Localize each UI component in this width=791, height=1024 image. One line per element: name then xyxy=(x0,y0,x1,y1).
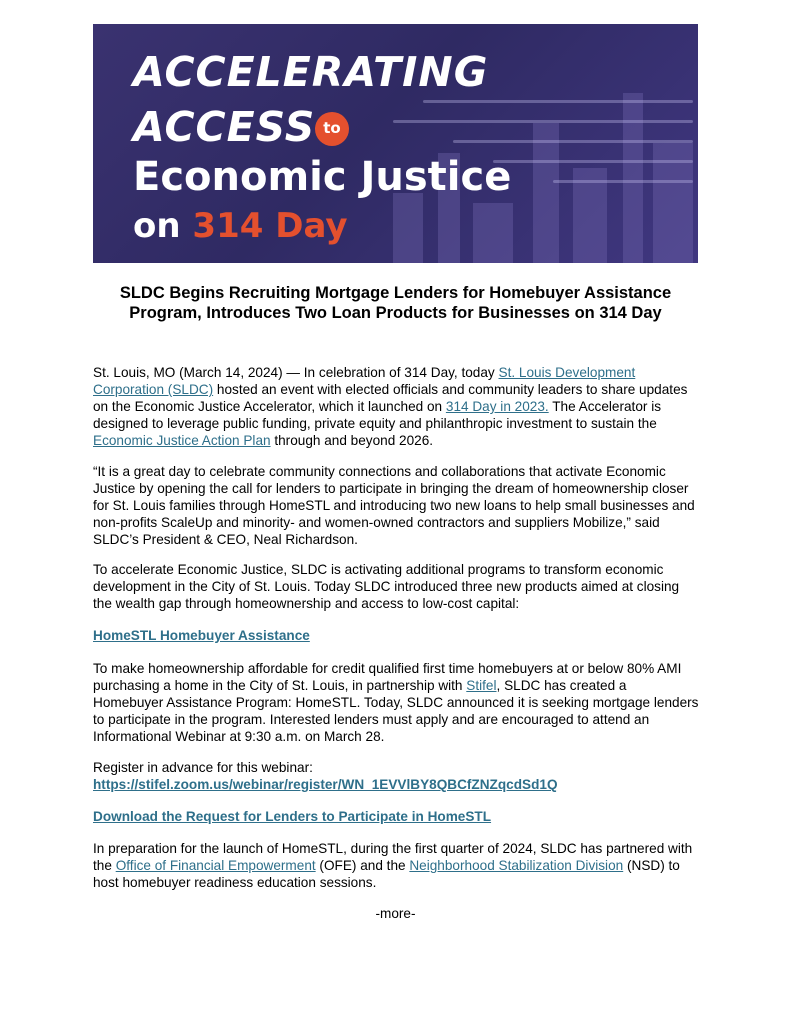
intro-text-1: St. Louis, MO (March 14, 2024) — In celebration of 314 Day, today xyxy=(93,365,499,380)
speed-line xyxy=(453,140,693,143)
paragraph-register xyxy=(93,759,699,793)
homestl-text-2: , SLDC has created a Homebuyer Assistance Program: HomeSTL. Today, SLDC announced it is seeking mortgage lenders to participate in the program. Interested lenders must apply and are encouraged to attend an Informational Webinar at 9:30 a.m. on March 28. xyxy=(93,678,699,744)
speed-line xyxy=(423,100,693,103)
download-paragraph xyxy=(93,808,699,825)
paragraph-accelerate: To accelerate Economic Justice, SLDC is activating additional programs to transform economic development in the City of St. Louis. Today SLDC introduced three new products aimed at closing the wealth gap through homeownership and access to low-cost capital: xyxy=(93,562,680,611)
314-day-2023-link[interactable]: 314 Day in 2023. xyxy=(445,399,549,414)
paragraph-homestl xyxy=(93,660,699,745)
intro-text-4: through and beyond 2026. xyxy=(270,433,434,448)
speed-line xyxy=(553,180,693,183)
banner-to-badge: to xyxy=(315,112,349,146)
section-heading xyxy=(93,627,699,644)
stifel-link[interactable]: Stifel xyxy=(466,678,497,693)
banner-line-1: ACCELERATING xyxy=(133,48,489,96)
header-banner-image xyxy=(93,24,698,263)
press-release-title: SLDC Begins Recruiting Mortgage Lenders for Homebuyer Assistance Program, Introduces Two Loan Products for Businesses on 314 Day xyxy=(119,284,672,322)
download-request-link[interactable]: Download the Request for Lenders to Participate in HomeSTL xyxy=(93,809,492,824)
nsd-link[interactable]: Neighborhood Stabilization Division xyxy=(409,858,624,873)
skyline-building xyxy=(393,193,423,263)
ofe-link[interactable]: Office of Financial Empowerment xyxy=(115,858,316,873)
banner-line-3: Economic Justice xyxy=(133,154,512,200)
speed-line xyxy=(493,160,693,163)
intro-text-2: hosted an event with elected officials and community leaders to share updates on the Economic Justice Accelerator, which it launched on xyxy=(93,382,688,414)
more-footer: -more- xyxy=(375,906,416,921)
prep-text-2: (OFE) and the xyxy=(315,858,410,873)
paragraph-preparation xyxy=(93,840,699,891)
banner-line-2: ACCESS xyxy=(133,103,316,151)
register-label: Register in advance for this webinar: xyxy=(93,760,313,775)
prep-text-1: In preparation for the launch of HomeSTL, during the first quarter of 2024, SLDC has partnered with the xyxy=(93,841,693,873)
banner-line-4-accent: 314 Day xyxy=(192,206,348,246)
skyline-building xyxy=(473,203,513,263)
skyline-building xyxy=(533,123,559,263)
prep-text-3: (NSD) to host homebuyer readiness education sessions. xyxy=(93,858,680,890)
intro-text-3: The Accelerator is designed to leverage public funding, private equity and philanthropic investment to sustain the xyxy=(93,399,662,431)
skyline-building xyxy=(623,93,643,263)
banner-line-4-prefix: on xyxy=(133,206,193,246)
action-plan-link[interactable]: Economic Justice Action Plan xyxy=(93,433,271,448)
webinar-register-link[interactable]: https://stifel.zoom.us/webinar/register/WN_1EVVlBY8QBCfZNZqcdSd1Q xyxy=(93,777,558,792)
paragraph-quote: “It is a great day to celebrate community connections and collaborations that activate Economic Justice by opening the call for lenders to participate in bringing the dream of homeownership closer for St. Louis families through HomeSTL and introducing two new loans to help small businesses and non-profits ScaleUp and minority- and women-owned contractors and suppliers Mobilize,” said SLDC’s President & CEO, Neal Richardson. xyxy=(93,464,695,547)
homestl-heading-link[interactable]: HomeSTL Homebuyer Assistance xyxy=(93,628,310,643)
sldc-link[interactable]: St. Louis Development Corporation (SLDC) xyxy=(93,365,636,397)
speed-line xyxy=(393,120,693,123)
homestl-text-1: To make homeownership affordable for credit qualified first time homebuyers at or below 80% AMI purchasing a home in the City of St. Louis, in partnership with xyxy=(93,661,682,693)
banner-line-4 xyxy=(133,206,348,246)
paragraph-intro xyxy=(93,364,699,449)
